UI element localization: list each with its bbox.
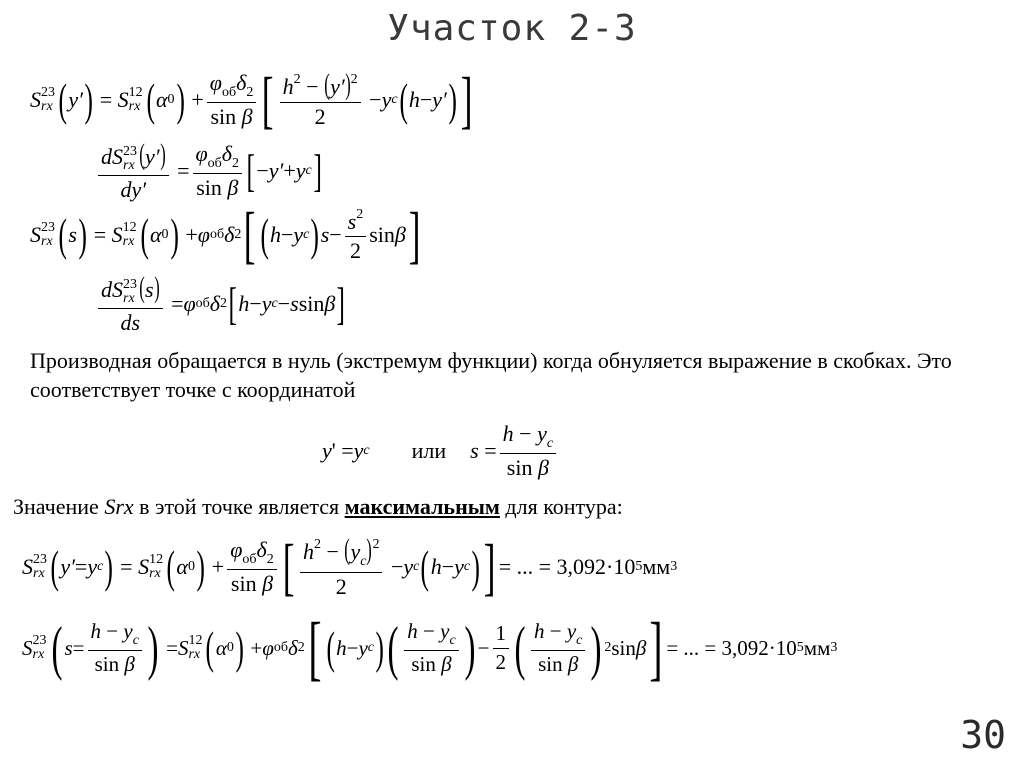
equation-4: dS 23 rx (s) ds = φ об δ 2 [ h − y c − s sin β ]	[95, 273, 347, 335]
equation-5: y ' = y c или s = $\frac{h - y_c}{\text{sin β}}$	[322, 422, 559, 481]
equation-1: S 23 rx ( y′ ) = S 12 rx ( α 0 ) + $\frac{\varphi_{об}\delta_2}{\text{sin β}}$ [ $\frac{h^2 - (y')^2}{2}$ − y c ( h − y′ ) ]	[30, 64, 473, 135]
value-sentence: Значение Srx в этой точке является максимальным для контура:	[13, 494, 623, 519]
maximal-word: максимальным	[344, 494, 500, 519]
equation-3: S 23 rx ( s ) = S 12 rx ( α 0 ) + φ об δ 2 [ ( h − y c ) s − $\frac{s^2}{2}$ sin β ]	[30, 199, 421, 270]
equation-7: S 23 rx ( s = $\frac{h - y_c}{\text{sin β}}$ ) = S 12 rx ( α 0 ) + φ об δ 2 [ ( h − y c ) ( $\frac{h - y_c}{\text{sin β}}$ ) − $\frac{1}{2}$ ( $\frac{h - y_c}{\text{sin β}}$ ) 2 sin β ] = ... = 3,092·10 5 мм 3	[22, 608, 838, 688]
equation-6: S 23 rx ( y′ = y c ) = S 12 rx ( α 0 ) + $\frac{\varphi_{об}\delta_2}{\text{sin β}}$ [ $\frac{h^2 - (y_c)^2}{2}$ − y c ( h − y c ) ] = ... = 3,092·10 5 мм 3	[22, 531, 678, 602]
ili-text: или	[411, 438, 447, 464]
equation-2: dS 23 rx (y′) dy′ = $\frac{\varphi_{об}\delta_2}{\text{sin β}}$ [ − y′ + y c ]	[95, 140, 323, 202]
explanation-paragraph: Производная обращается в нуль (экстремум функции) когда обнуляется выражение в скобках. Это соответствует точке с координатой	[30, 348, 952, 402]
page-number: 30	[960, 713, 1006, 757]
slide-title: Участок 2-3	[387, 8, 637, 49]
